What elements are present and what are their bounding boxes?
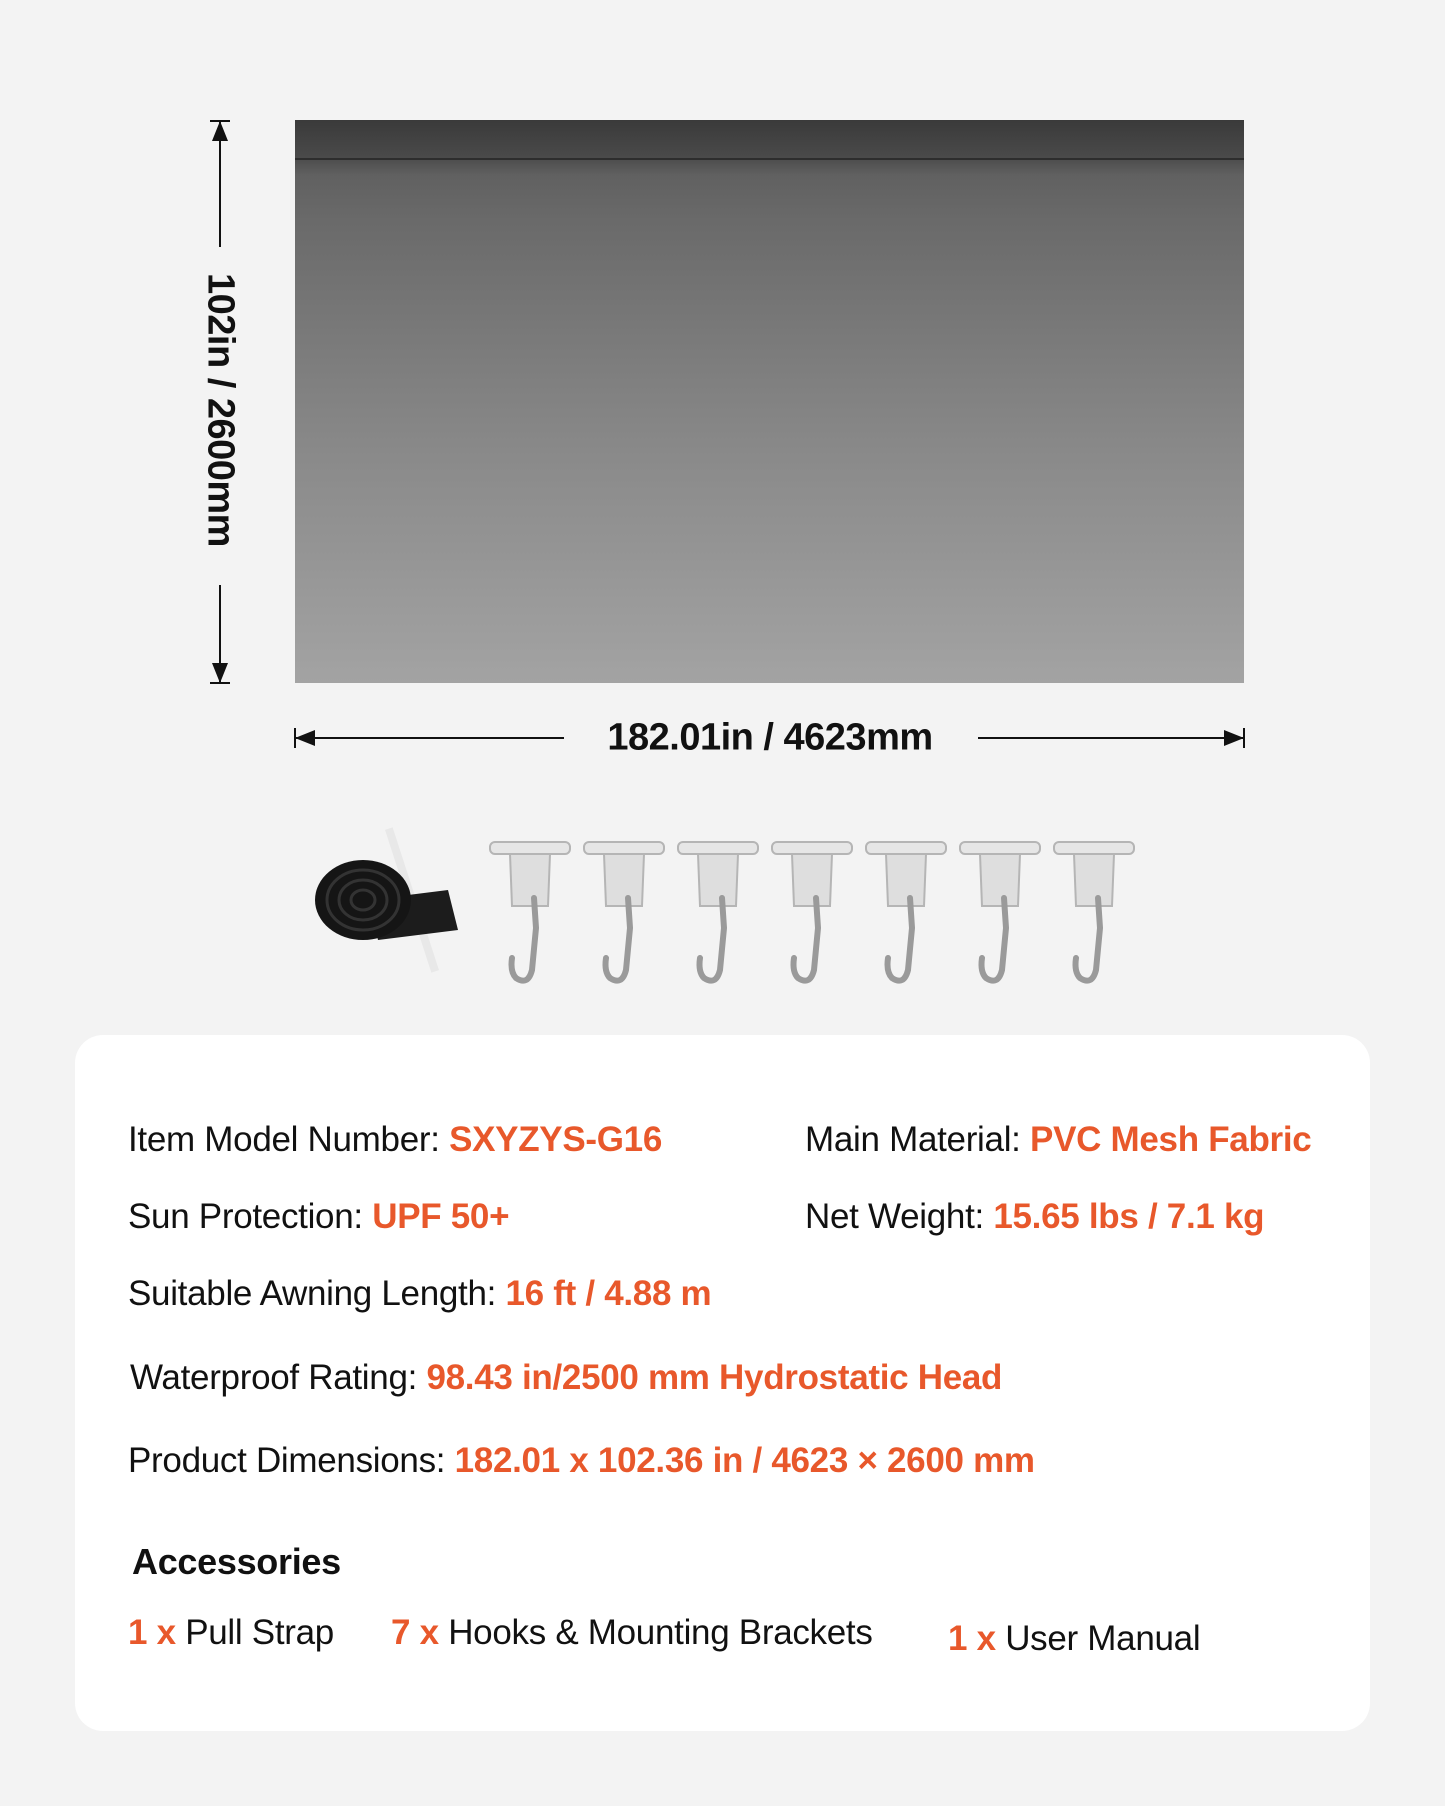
hook-bracket-icon bbox=[958, 840, 1042, 990]
accessory-qty: 1 x bbox=[128, 1613, 176, 1652]
hook-bracket-icon bbox=[488, 840, 572, 990]
height-dimension-label: 102in / 2600mm bbox=[199, 273, 242, 547]
spec-label: Sun Protection: bbox=[128, 1197, 373, 1236]
spec-value: 15.65 lbs / 7.1 kg bbox=[993, 1197, 1265, 1236]
accessory-item bbox=[128, 1613, 334, 1653]
spec-net-weight bbox=[805, 1197, 1264, 1237]
hook-bracket-icon bbox=[864, 840, 948, 990]
shade-hem bbox=[295, 160, 1244, 174]
accessory-name: User Manual bbox=[995, 1619, 1201, 1658]
accessories-heading: Accessories bbox=[132, 1541, 341, 1582]
spec-label: Waterproof Rating: bbox=[130, 1358, 427, 1397]
spec-product-dimensions bbox=[128, 1441, 1035, 1481]
spec-main-material bbox=[805, 1120, 1311, 1160]
spec-sun-protection bbox=[128, 1197, 509, 1237]
accessory-name: Hooks & Mounting Brackets bbox=[438, 1613, 873, 1652]
spec-label: Suitable Awning Length: bbox=[128, 1274, 506, 1313]
width-dimension-label: 182.01in / 4623mm bbox=[607, 716, 933, 759]
spec-value: 98.43 in/2500 mm Hydrostatic Head bbox=[426, 1358, 1003, 1397]
hook-bracket-icon bbox=[1052, 840, 1136, 990]
width-dim-line-right bbox=[978, 737, 1243, 739]
width-dim-line-left bbox=[296, 737, 564, 739]
spec-value: PVC Mesh Fabric bbox=[1030, 1120, 1312, 1159]
accessory-item bbox=[391, 1613, 873, 1653]
accessory-qty: 1 x bbox=[948, 1619, 996, 1658]
spec-value: 16 ft / 4.88 m bbox=[505, 1274, 712, 1313]
spec-card bbox=[75, 1035, 1370, 1731]
spec-label: Main Material: bbox=[805, 1120, 1031, 1159]
pull-strap-icon bbox=[308, 820, 468, 980]
shade-panel-image bbox=[295, 120, 1244, 683]
spec-value: SXYZYS-G16 bbox=[449, 1120, 662, 1159]
spec-value: 182.01 x 102.36 in / 4623 × 2600 mm bbox=[454, 1441, 1035, 1480]
shade-top-band bbox=[295, 120, 1244, 160]
arrow-right-icon bbox=[1222, 729, 1244, 747]
hook-bracket-icon bbox=[582, 840, 666, 990]
spec-model-number bbox=[128, 1120, 662, 1160]
accessory-qty: 7 x bbox=[391, 1613, 439, 1652]
spec-value: UPF 50+ bbox=[372, 1197, 510, 1236]
accessory-item bbox=[948, 1619, 1200, 1659]
arrow-up-icon bbox=[211, 121, 229, 143]
accessory-name: Pull Strap bbox=[175, 1613, 334, 1652]
spec-awning-length bbox=[128, 1274, 711, 1314]
spec-label: Item Model Number: bbox=[128, 1120, 450, 1159]
arrow-down-icon bbox=[211, 661, 229, 683]
hook-bracket-icon bbox=[676, 840, 760, 990]
spec-label: Product Dimensions: bbox=[128, 1441, 455, 1480]
arrow-left-icon bbox=[295, 729, 317, 747]
spec-label: Net Weight: bbox=[805, 1197, 994, 1236]
hook-bracket-icon bbox=[770, 840, 854, 990]
spec-waterproof-rating bbox=[130, 1358, 1002, 1398]
